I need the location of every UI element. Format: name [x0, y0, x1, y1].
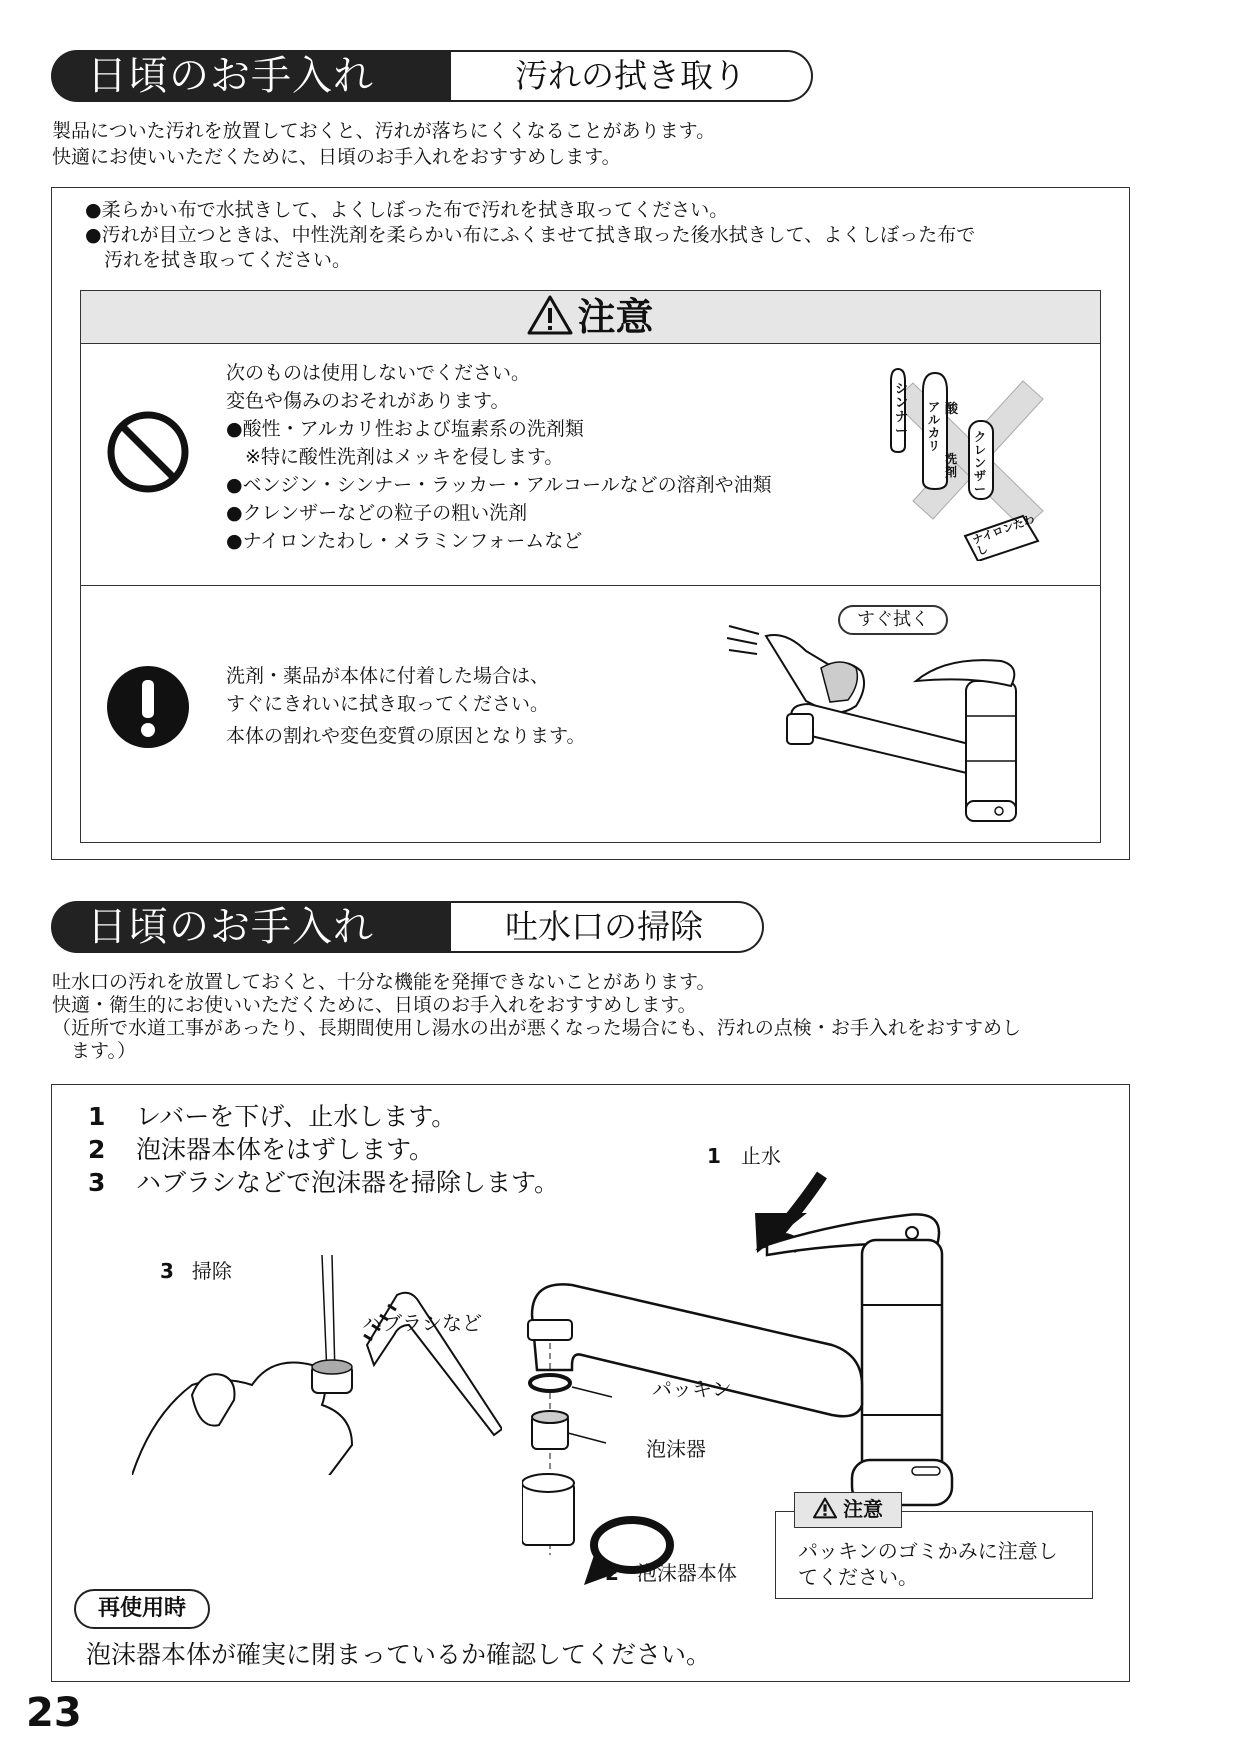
- section2-title-main: 日頃のお手入れ: [51, 901, 451, 953]
- illus-label-thinner: シンナー: [895, 382, 909, 439]
- warning-icon: [813, 1497, 837, 1519]
- section1-title: [51, 50, 761, 102]
- section1-title-sub: 汚れの拭き取り: [451, 50, 813, 102]
- intro-line: 吐水口の汚れを放置しておくと、十分な機能を発揮できないことがあります。: [52, 971, 716, 993]
- bullet-item: ●汚れが目立つときは、中性洗剤を柔らかい布にふくませて拭き取った後水拭きして、よくしぼった布で: [85, 224, 976, 246]
- prohibit-line: 次のものは使用しないでください。: [226, 362, 531, 384]
- note-line: パッキンのゴミかみに注意し: [798, 1539, 1058, 1563]
- section1-box: [51, 187, 1130, 860]
- reuse-tag: 再使用時: [74, 1589, 210, 1629]
- label-body-num: 2: [605, 1561, 619, 1585]
- intro-line: 製品についた汚れを放置しておくと、汚れが落ちにくくなることがあります。: [52, 120, 716, 142]
- prohibit-line: ※特に酸性洗剤はメッキを侵します。: [226, 446, 564, 468]
- wipe-bubble: すぐ拭く: [838, 605, 948, 635]
- section1-bullets: [85, 198, 1115, 273]
- label-stop: [707, 1140, 781, 1169]
- illus-label-nylon: ナイロンたわし: [970, 512, 1037, 559]
- reuse-text: 泡沫器本体が確実に閉まっているか確認してください。: [86, 1640, 712, 1669]
- bullet-item: 汚れを拭き取ってください。: [85, 249, 352, 271]
- note-header: [794, 1492, 902, 1528]
- label-stop-text: 止水: [740, 1144, 781, 1168]
- label-clean: [160, 1255, 232, 1284]
- mandatory-line: すぐにきれいに拭き取ってください。: [226, 693, 550, 715]
- step-number: 2: [88, 1135, 106, 1164]
- illus-label-alkali: アルカリ: [928, 400, 941, 453]
- note-line: てください。: [798, 1565, 918, 1589]
- caution-box: [80, 290, 1101, 843]
- intro-line: 快適・衛生的にお使いいただくために、日頃のお手入れをおすすめします。: [52, 994, 697, 1016]
- section2-box: [51, 1084, 1130, 1682]
- prohibit-line: ●ナイロンたわし・メラミンフォームなど: [226, 530, 583, 552]
- intro-line: ます。）: [52, 1040, 136, 1062]
- prohibit-line: ●クレンザーなどの粒子の粗い洗剤: [226, 502, 528, 524]
- bullet-item: ●柔らかい布で水拭きして、よくしぼった布で汚れを拭き取ってください。: [85, 199, 729, 221]
- prohibit-line: ●ベンジン・シンナー・ラッカー・アルコールなどの溶剤や油類: [226, 474, 772, 496]
- step-text: レバーを下げ、止水します。: [136, 1102, 457, 1131]
- label-body-text: 泡沫器本体: [636, 1561, 737, 1585]
- section1-intro: [52, 118, 1152, 170]
- prohibit-line: ●酸性・アルカリ性および塩素系の洗剤類: [226, 418, 584, 440]
- label-packing: パッキン: [652, 1377, 732, 1401]
- section2-title-sub: 吐水口の掃除: [451, 901, 764, 953]
- mandatory-line: 洗剤・薬品が本体に付着した場合は、: [226, 665, 550, 687]
- label-stop-num: 1: [707, 1144, 721, 1168]
- label-brush: ハブラシなど: [362, 1311, 482, 1335]
- label-clean-text: 掃除: [191, 1259, 232, 1283]
- prohibit-line: 変色や傷みのおそれがあります。: [226, 390, 510, 412]
- note-box: [775, 1497, 1093, 1599]
- label-aerator: 泡沫器: [646, 1437, 706, 1461]
- mandatory-text: [226, 662, 686, 750]
- illus-label-acid: 酸: [945, 402, 959, 417]
- warning-icon: [527, 294, 573, 336]
- page-number: 23: [26, 1690, 82, 1736]
- step-number: 1: [88, 1102, 106, 1131]
- intro-line: 快適にお使いいただくために、日頃のお手入れをおすすめします。: [52, 146, 621, 168]
- step-text: 泡沫器本体をはずします。: [136, 1135, 435, 1164]
- caution-title: 注意: [577, 295, 654, 339]
- note-title: 注意: [843, 1497, 883, 1521]
- step-text: ハブラシなどで泡沫器を掃除します。: [136, 1168, 560, 1197]
- intro-line: （近所で水道工事があったり、長期間使用し湯水の出が悪くなった場合にも、汚れの点検・お手入れをおすすめし: [52, 1017, 1022, 1039]
- exclamation-icon: [105, 664, 191, 750]
- label-body: [605, 1557, 737, 1586]
- section2-intro: [52, 971, 1212, 1063]
- prohibit-text: [226, 359, 866, 555]
- faucet-wipe-illustration: [721, 606, 1061, 831]
- prohibit-icon: [105, 409, 191, 495]
- mandatory-line: 本体の割れや変色変質の原因となります。: [226, 725, 586, 747]
- note-text: [798, 1538, 1058, 1590]
- illus-label-detergent: 洗剤: [945, 452, 958, 479]
- label-clean-num: 3: [160, 1259, 174, 1283]
- section2-title: [51, 901, 716, 953]
- mandatory-row: [81, 586, 1100, 842]
- illus-label-cleanser: クレンザー: [974, 430, 987, 496]
- caution-header: [81, 291, 1100, 344]
- section1-title-main: 日頃のお手入れ: [51, 50, 451, 102]
- prohibit-row: [81, 343, 1100, 586]
- brush-cleaning-illustration: [132, 1255, 502, 1475]
- step-number: 3: [88, 1168, 106, 1197]
